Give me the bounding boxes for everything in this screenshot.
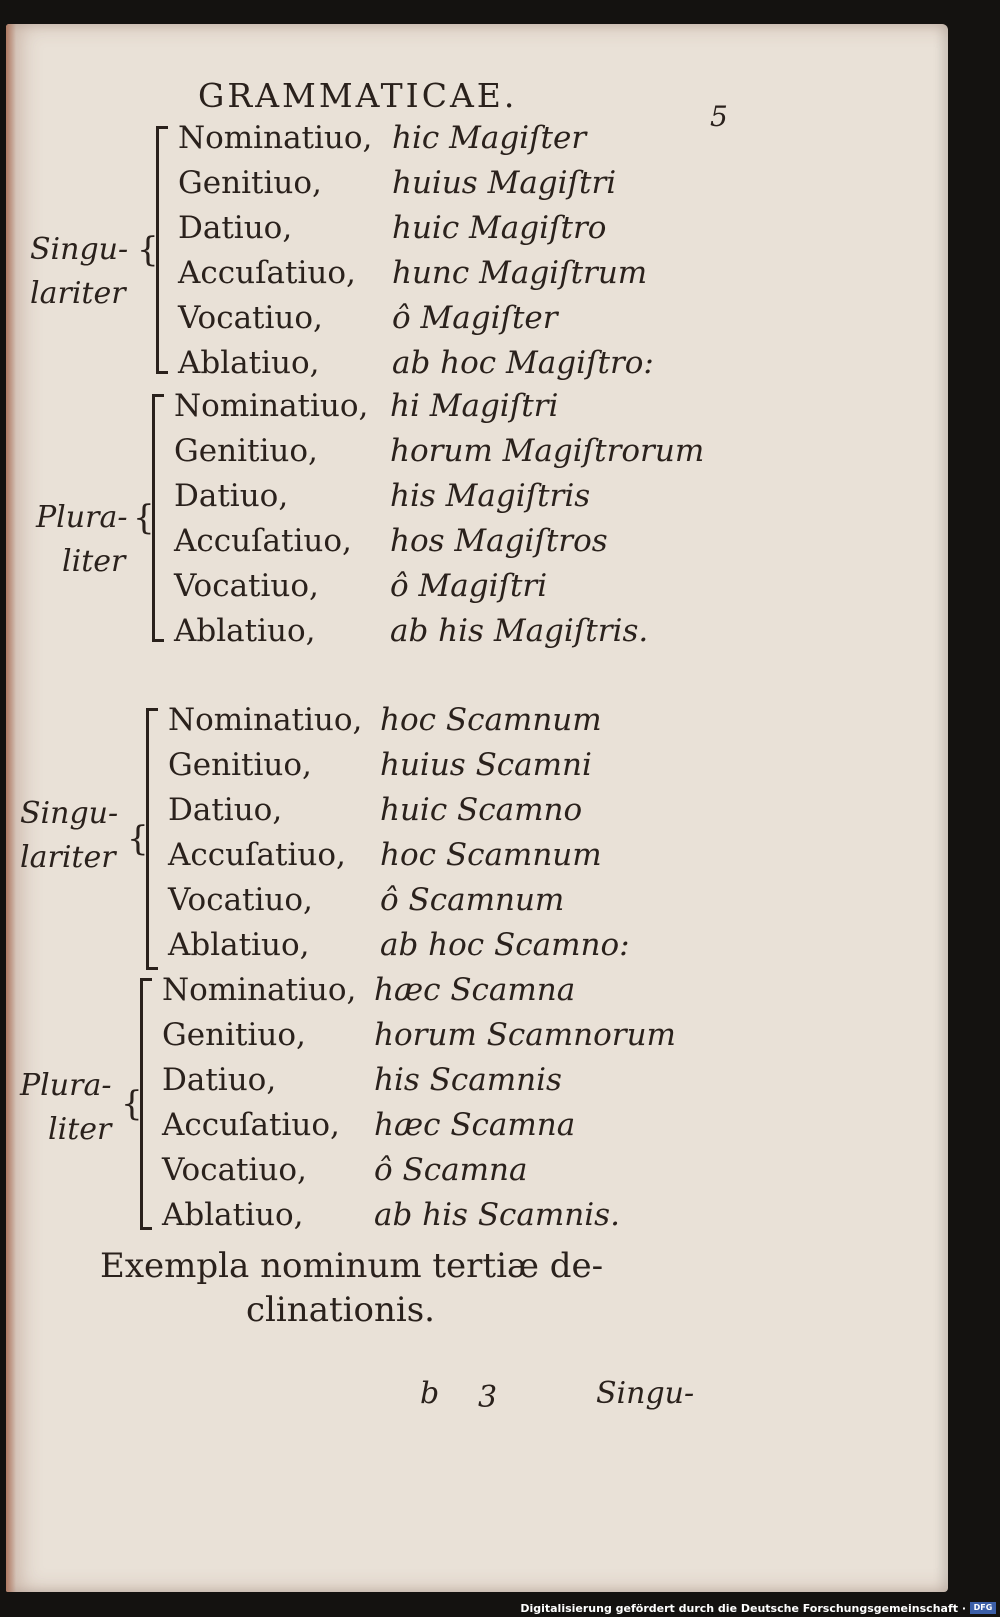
case-form: hæc Scamna xyxy=(374,972,576,1008)
case-form: huius Scamni xyxy=(380,747,592,783)
number-label-line: Plura- xyxy=(36,500,128,535)
case-form: his Scamnis xyxy=(374,1062,562,1098)
case-name: Vocatiuo, xyxy=(174,568,319,604)
number-label-line: liter xyxy=(62,544,126,579)
case-name: Accuſatiuo, xyxy=(178,255,356,291)
case-name: Vocatiuo, xyxy=(162,1152,307,1188)
case-form: hæc Scamna xyxy=(374,1107,576,1143)
number-label-plural xyxy=(36,496,127,584)
case-name: Accuſatiuo, xyxy=(162,1107,340,1143)
case-form: ô Scamna xyxy=(374,1152,528,1188)
case-form: horum Magiſtrorum xyxy=(390,433,705,469)
case-name: Genitiuo, xyxy=(174,433,318,469)
case-form: ô Scamnum xyxy=(380,882,565,918)
case-form: ô Magiſter xyxy=(392,300,558,336)
case-name: Nominatiuo, xyxy=(162,972,357,1008)
case-form: his Magiſtris xyxy=(390,478,591,514)
case-form: hos Magiſtros xyxy=(390,523,608,559)
case-name: Ablatiuo, xyxy=(178,345,320,381)
case-form: huius Magiſtri xyxy=(392,165,617,201)
case-form: hoc Scamnum xyxy=(380,702,602,738)
case-name: Ablatiuo, xyxy=(174,613,316,649)
case-name: Vocatiuo, xyxy=(168,882,313,918)
case-name: Genitiuo, xyxy=(178,165,322,201)
signature-mark: b xyxy=(420,1376,440,1411)
number-label-line: lariter xyxy=(20,840,116,875)
case-form: hoc Scamnum xyxy=(380,837,602,873)
catchword: Singu- xyxy=(596,1376,695,1411)
number-label-line: liter xyxy=(48,1112,112,1147)
number-label-singular xyxy=(30,228,128,316)
case-name: Genitiuo, xyxy=(162,1017,306,1053)
case-form: ô Magiſtri xyxy=(390,568,548,604)
case-form: horum Scamnorum xyxy=(374,1017,676,1053)
book-page xyxy=(6,24,948,1592)
case-form: ab hoc Magiſtro: xyxy=(392,345,654,381)
page-number: 5 xyxy=(710,100,728,133)
case-name: Ablatiuo, xyxy=(162,1197,304,1233)
case-name: Accuſatiuo, xyxy=(174,523,352,559)
case-name: Datiuo, xyxy=(162,1062,277,1098)
number-label-line: lariter xyxy=(30,276,126,311)
case-name: Accuſatiuo, xyxy=(168,837,346,873)
number-label-singular xyxy=(20,792,118,880)
brace: { xyxy=(140,978,165,1230)
number-label-plural xyxy=(20,1064,111,1152)
brace: { xyxy=(152,394,177,642)
running-head: GRAMMATICAE. xyxy=(198,76,518,115)
number-label-line: Singu- xyxy=(30,232,129,267)
case-form: ab hoc Scamno: xyxy=(380,927,630,963)
case-form: ab his Scamnis. xyxy=(374,1197,620,1233)
case-name: Nominatiuo, xyxy=(178,120,373,156)
case-name: Vocatiuo, xyxy=(178,300,323,336)
case-form: huic Magiſtro xyxy=(392,210,607,246)
case-name: Datiuo, xyxy=(178,210,293,246)
case-name: Datiuo, xyxy=(174,478,289,514)
case-name: Genitiuo, xyxy=(168,747,312,783)
case-form: huic Scamno xyxy=(380,792,583,828)
case-name: Nominatiuo, xyxy=(174,388,369,424)
brace: { xyxy=(146,708,171,970)
case-name: Ablatiuo, xyxy=(168,927,310,963)
section-heading-line-1: Exempla nominum tertiæ de- xyxy=(100,1246,604,1286)
digitization-credit: Digitalisierung gefördert durch die Deutsche Forschungsgemeinschaft · xyxy=(520,1602,966,1615)
signature-number: 3 xyxy=(478,1380,498,1415)
brace: { xyxy=(156,126,181,374)
section-heading-line-2: clinationis. xyxy=(246,1290,435,1330)
case-name: Nominatiuo, xyxy=(168,702,363,738)
number-label-line: Plura- xyxy=(20,1068,112,1103)
case-form: ab his Magiſtris. xyxy=(390,613,649,649)
number-label-line: Singu- xyxy=(20,796,119,831)
dfg-logo: DFG xyxy=(970,1602,996,1614)
case-form: hunc Magiſtrum xyxy=(392,255,648,291)
case-form: hic Magiſter xyxy=(392,120,587,156)
case-name: Datiuo, xyxy=(168,792,283,828)
case-form: hi Magiſtri xyxy=(390,388,559,424)
